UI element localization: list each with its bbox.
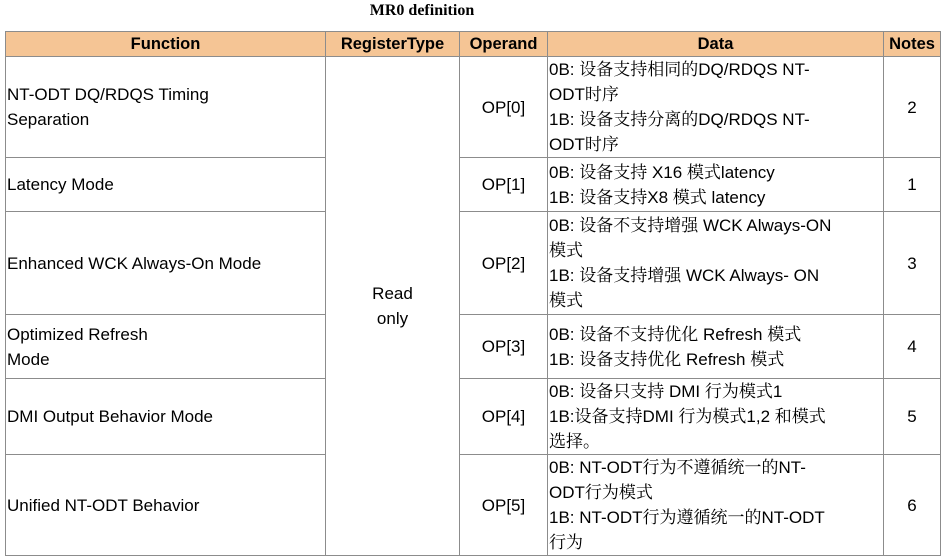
data-text: 1B: 设备支持优化 Refresh 模式 [549, 349, 785, 369]
data-cell [548, 379, 884, 455]
operand-cell: OP[1] [460, 158, 548, 212]
table-row [6, 315, 941, 379]
data-cell [548, 57, 884, 158]
data-text: 1B: 设备支持分离的DQ/RDQS NT- [549, 110, 810, 129]
data-text: 0B: 设备只支持 DMI 行为模式1 [549, 382, 783, 401]
data-cell [548, 455, 884, 556]
data-text: 1B: 设备支持X8 模式 latency [549, 187, 766, 207]
table-title: MR0 definition [369, 2, 475, 19]
register-type-text: only [376, 309, 409, 328]
header-row [6, 32, 941, 57]
table-row [6, 212, 941, 315]
function-text: NT-ODT DQ/RDQS Timing [7, 85, 209, 104]
notes-cell: 4 [884, 315, 941, 379]
operand-cell: OP[5] [460, 455, 548, 556]
table-row [6, 379, 941, 455]
table-row [6, 158, 941, 212]
table-row [6, 57, 941, 158]
header-data: Data [548, 32, 884, 57]
function-text: Unified NT-ODT Behavior [7, 495, 200, 515]
operand-cell: OP[4] [460, 379, 548, 455]
operand-cell: OP[0] [460, 57, 548, 158]
data-text: ODT时序 [549, 85, 619, 104]
function-text: DMI Output Behavior Mode [7, 407, 213, 426]
register-type-text: Read [372, 284, 413, 303]
notes-cell: 1 [884, 158, 941, 212]
function-text: Separation [7, 110, 90, 129]
header-operand: Operand [460, 32, 548, 57]
function-text: Mode [7, 349, 50, 369]
register-type-cell [326, 57, 460, 556]
function-cell [6, 455, 326, 556]
data-text: 0B: 设备不支持增强 WCK Always-ON [549, 216, 832, 235]
mr0-definition-table [5, 31, 941, 556]
notes-cell: 2 [884, 57, 941, 158]
data-text: 0B: 设备支持相同的DQ/RDQS NT- [549, 60, 810, 79]
data-text: 1B: NT-ODT行为遵循统一的NT-ODT [549, 508, 825, 527]
header-function: Function [6, 32, 326, 57]
data-cell [548, 315, 884, 379]
header-register-type: RegisterType [326, 32, 460, 57]
data-text: 行为 [549, 533, 583, 552]
function-text: Latency Mode [7, 175, 114, 194]
notes-cell: 3 [884, 212, 941, 315]
data-text: 0B: 设备不支持优化 Refresh 模式 [549, 324, 802, 344]
function-cell [6, 315, 326, 379]
data-cell [548, 158, 884, 212]
function-cell [6, 212, 326, 315]
data-text: 0B: 设备支持 X16 模式latency [549, 162, 775, 182]
operand-cell: OP[3] [460, 315, 548, 379]
data-text: 1B:设备支持DMI 行为模式1,2 和模式 [549, 407, 826, 426]
table-row [6, 455, 941, 556]
function-cell [6, 57, 326, 158]
data-text: 模式 [549, 241, 583, 260]
data-text: 选择。 [549, 432, 600, 451]
notes-cell: 6 [884, 455, 941, 556]
data-text: ODT行为模式 [549, 483, 653, 502]
function-text: Optimized Refresh [7, 324, 148, 344]
function-cell [6, 158, 326, 212]
function-cell [6, 379, 326, 455]
data-cell [548, 212, 884, 315]
data-text: 0B: NT-ODT行为不遵循统一的NT- [549, 458, 806, 477]
operand-cell: OP[2] [460, 212, 548, 315]
function-text: Enhanced WCK Always-On Mode [7, 253, 262, 273]
notes-cell: 5 [884, 379, 941, 455]
data-text: 1B: 设备支持增强 WCK Always- ON [549, 266, 820, 285]
data-text: 模式 [549, 291, 583, 310]
header-notes: Notes [884, 32, 941, 57]
data-text: ODT时序 [549, 135, 619, 154]
